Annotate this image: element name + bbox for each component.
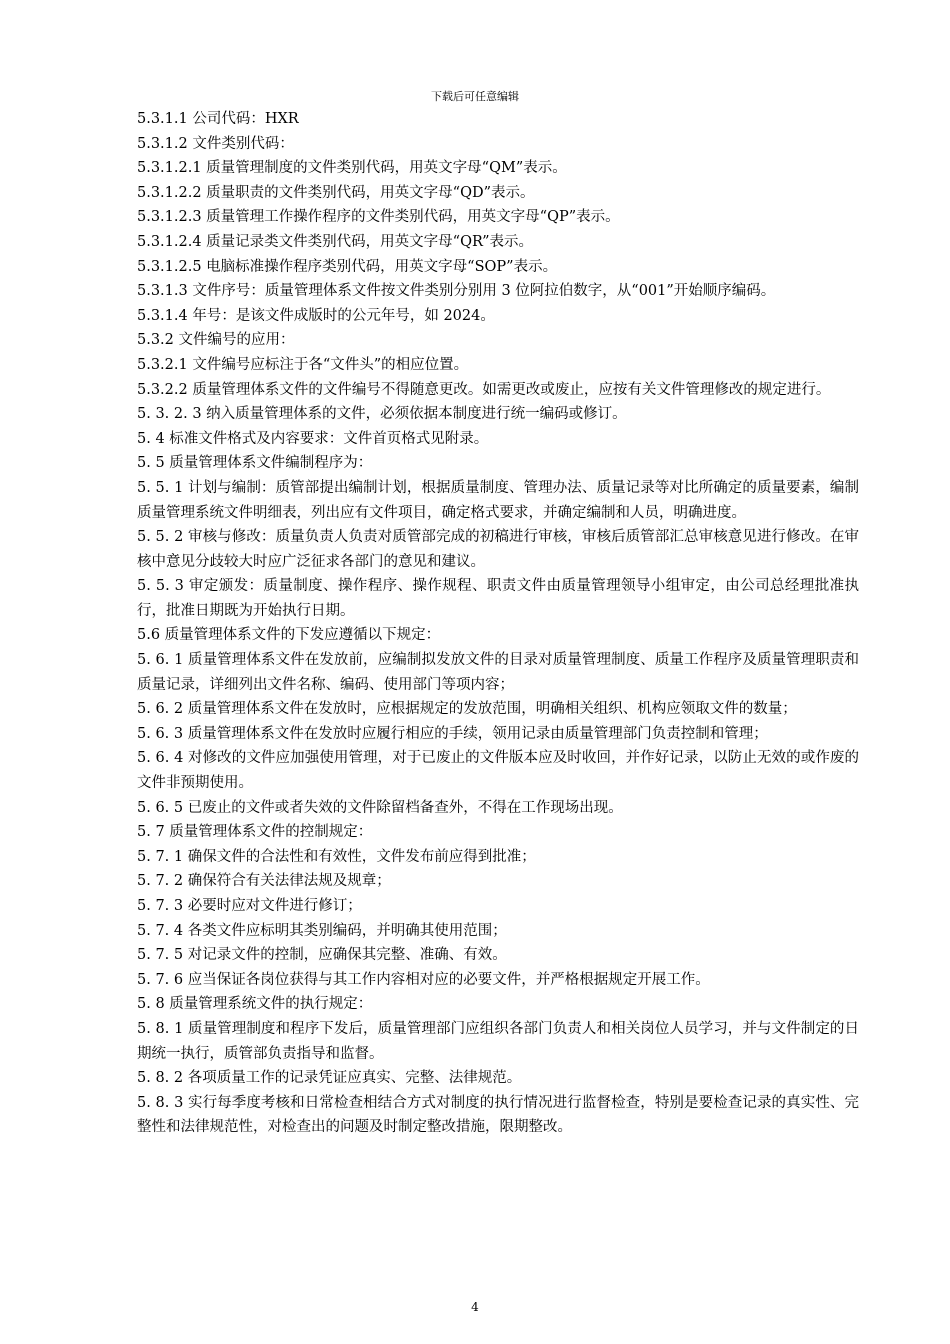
section-heading-5-7: 5. 7 质量管理体系文件的控制规定： (137, 824, 373, 841)
page-header: 下载后可任意编辑 (431, 90, 519, 103)
paragraph: 5. 5. 2 审核与修改：质量负责人负责对质管部完成的初稿进行审核，审核后质管部汇总审核意见进行修改。在审核中意见分歧较大时应广泛征求各部门的意见和建议。 (137, 529, 859, 570)
document-body (137, 107, 859, 1140)
paragraph: 5.3.1.2.2 质量职责的文件类别代码，用英文字母“QD”表示。 (137, 184, 535, 201)
section-heading-5-8: 5. 8 质量管理系统文件的执行规定： (137, 996, 373, 1013)
paragraph: 5. 6. 3 质量管理体系文件在发放时应履行相应的手续，领用记录由质量管理部门负责控制和管理； (137, 725, 768, 742)
section-heading-5-4: 5. 4 标准文件格式及内容要求：文件首页格式见附录。 (137, 430, 489, 447)
paragraph: 5.3.1.1 公司代码：HXR (137, 111, 299, 127)
paragraph: 5. 5. 3 审定颁发：质量制度、操作程序、操作规程、职责文件由质量管理领导小组审定，由公司总经理批准执行，批准日期既为开始执行日期。 (137, 578, 859, 619)
section-heading-5-5: 5. 5 质量管理体系文件编制程序为： (137, 455, 373, 472)
paragraph: 5. 7. 2 确保符合有关法律法规及规章； (137, 873, 391, 890)
paragraph: 5. 6. 1 质量管理体系文件在发放前，应编制拟发放文件的目录对质量管理制度、质量工作程序及质量管理职责和质量记录，详细列出文件名称、编码、使用部门等项内容； (137, 652, 859, 693)
paragraph: 5. 7. 4 各类文件应标明其类别编码，并明确其使用范围； (137, 922, 507, 939)
paragraph: 5. 6. 2 质量管理体系文件在发放时，应根据规定的发放范围，明确相关组织、机构应领取文件的数量； (137, 701, 797, 718)
paragraph: 5.3.1.3 文件序号：质量管理体系文件按文件类别分别用 3 位阿拉伯数字，从“001”开始顺序编码。 (137, 283, 776, 300)
paragraph: 5.3.2 文件编号的应用： (137, 332, 295, 349)
paragraph: 5.3.1.2.5 电脑标准操作程序类别代码，用英文字母“SOP”表示。 (137, 258, 558, 275)
paragraph: 5.3.1.2 文件类别代码： (137, 135, 294, 152)
paragraph: 5.3.2.1 文件编号应标注于各“文件头”的相应位置。 (137, 356, 469, 373)
paragraph: 5. 7. 6 应当保证各岗位获得与其工作内容相对应的必要文件，并严格根据规定开展工作。 (137, 971, 710, 988)
paragraph: 5. 6. 5 已废止的文件或者失效的文件除留档备查外，不得在工作现场出现。 (137, 799, 623, 816)
paragraph: 5.3.1.4 年号：是该文件成版时的公元年号，如 2024。 (137, 307, 495, 324)
paragraph: 5. 7. 5 对记录文件的控制，应确保其完整、准确、有效。 (137, 947, 507, 964)
paragraph: 5. 7. 1 确保文件的合法性和有效性，文件发布前应得到批准； (137, 848, 536, 865)
paragraph: 5. 5. 1 计划与编制：质管部提出编制计划，根据质量制度、管理办法、质量记录等对比所确定的质量要素，编制质量管理系统文件明细表，列出应有文件项目，确定格式要求，并确定编制和人员，明确进度。 (137, 479, 859, 521)
paragraph: 5. 8. 3 实行每季度考核和日常检查相结合方式对制度的执行情况进行监督检查，特别是要检查记录的真实性、完整性和法律规范性，对检查出的问题及时制定整改措施，限期整改。 (137, 1094, 859, 1136)
paragraph: 5. 7. 3 必要时应对文件进行修订； (137, 898, 362, 914)
paragraph: 5. 8. 2 各项质量工作的记录凭证应真实、完整、法律规范。 (137, 1070, 522, 1087)
paragraph: 5.3.1.2.4 质量记录类文件类别代码，用英文字母“QR”表示。 (137, 233, 534, 250)
section-heading-5-6: 5.6 质量管理体系文件的下发应遵循以下规定： (137, 627, 441, 644)
paragraph: 5. 8. 1 质量管理制度和程序下发后，质量管理部门应组织各部门负责人和相关岗位人员学习，并与文件制定的日期统一执行，质管部负责指导和监督。 (137, 1020, 859, 1062)
paragraph: 5.3.1.2.3 质量管理工作操作程序的文件类别代码，用英文字母“QP”表示。 (137, 209, 620, 226)
paragraph: 5.3.1.2.1 质量管理制度的文件类别代码，用英文字母“QM”表示。 (137, 160, 567, 177)
paragraph: 5.3.2.2 质量管理体系文件的文件编号不得随意更改。如需更改或废止，应按有关文件管理修改的规定进行。 (137, 381, 831, 398)
paragraph: 5. 3. 2. 3 纳入质量管理体系的文件，必须依据本制度进行统一编码或修订。 (137, 406, 627, 423)
paragraph: 5. 6. 4 对修改的文件应加强使用管理，对于已废止的文件版本应及时收回，并作好记录，以防止无效的或作废的文件非预期使用。 (137, 750, 859, 792)
page-number: 4 (471, 1300, 479, 1314)
